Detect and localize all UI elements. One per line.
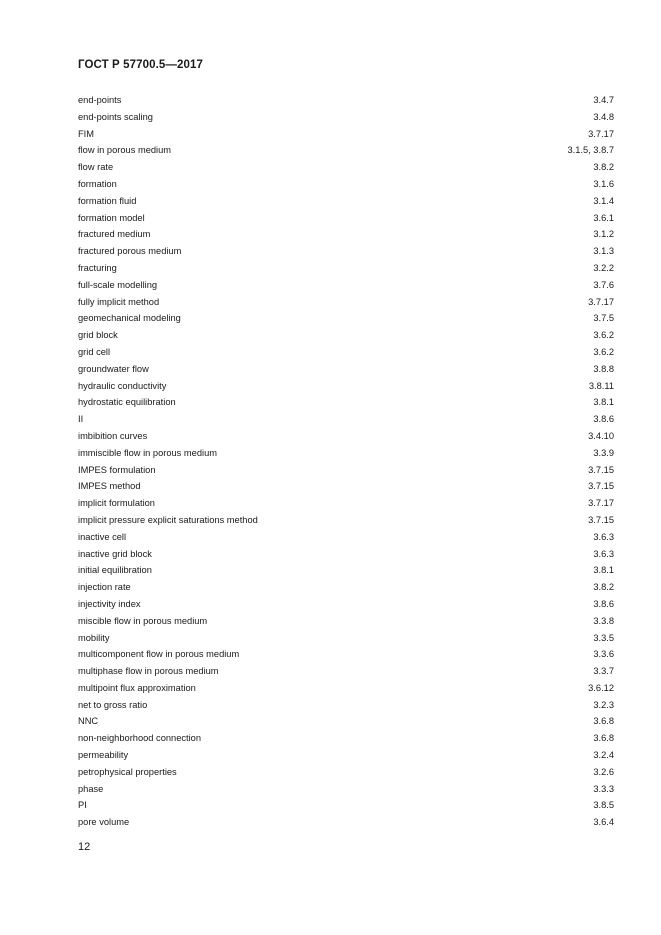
index-reference: 3.3.9	[593, 447, 614, 458]
index-reference: 3.4.10	[588, 430, 614, 441]
index-term: end-points scaling	[78, 111, 153, 122]
index-reference: 3.6.3	[593, 531, 614, 542]
index-reference: 3.8.8	[593, 363, 614, 374]
index-term: flow rate	[78, 162, 114, 173]
index-reference: 3.6.8	[593, 716, 614, 727]
index-reference: 3.8.2	[593, 162, 614, 173]
index-reference: 3.7.17	[588, 128, 614, 139]
index-entry	[78, 361, 614, 378]
index-entry	[78, 546, 614, 563]
index-term: injection rate	[78, 582, 131, 593]
index-reference: 3.3.3	[593, 783, 614, 794]
index-term: IMPES method	[78, 481, 141, 492]
index-term: imbibition curves	[78, 430, 148, 441]
index-reference: 3.7.15	[588, 514, 614, 525]
index-term: grid cell	[78, 346, 111, 357]
index-reference: 3.4.7	[593, 95, 614, 105]
index-term: FIM	[78, 128, 95, 139]
index-entry	[78, 445, 614, 462]
index-entry	[78, 344, 614, 361]
index-entry	[78, 327, 614, 344]
index-term: II	[78, 414, 84, 425]
index-reference: 3.3.5	[593, 632, 614, 643]
index-reference: 3.1.3	[593, 246, 614, 257]
index-term: formation model	[78, 212, 145, 223]
index-reference: 3.7.5	[593, 313, 614, 324]
index-reference: 3.7.15	[588, 464, 614, 475]
index-entry	[78, 294, 614, 311]
index-entry	[78, 613, 614, 630]
index-term: permeability	[78, 750, 129, 761]
index-entry	[78, 176, 614, 193]
index-entry	[78, 630, 614, 647]
index-term: PI	[78, 800, 87, 811]
index-reference: 3.6.2	[593, 330, 614, 341]
index-entry	[78, 243, 614, 260]
index-reference: 3.7.17	[588, 296, 614, 307]
index-term: multicomponent flow in porous medium	[78, 649, 240, 660]
index-term: multiphase flow in porous medium	[78, 666, 219, 677]
index-entry	[78, 310, 614, 327]
index-term: non-neighborhood connection	[78, 733, 202, 744]
index-reference: 3.6.3	[593, 548, 614, 559]
index-reference: 3.7.6	[593, 279, 614, 290]
index-entry	[78, 781, 614, 798]
index-term: flow in porous medium	[78, 145, 172, 156]
alphabetical-index	[78, 92, 614, 831]
index-reference: 3.6.1	[593, 212, 614, 223]
index-term: injectivity index	[78, 598, 141, 609]
index-term: NNC	[78, 716, 99, 727]
index-term: petrophysical properties	[78, 766, 177, 777]
index-term: inactive cell	[78, 531, 127, 542]
index-entry	[78, 512, 614, 529]
document-header: ГОСТ Р 57700.5—2017	[78, 59, 203, 71]
index-reference: 3.1.6	[593, 178, 614, 189]
index-reference: 3.7.15	[588, 481, 614, 492]
index-term: groundwater flow	[78, 363, 149, 374]
index-entry	[78, 126, 614, 143]
index-reference: 3.3.8	[593, 615, 614, 626]
index-entry	[78, 260, 614, 277]
index-term: formation fluid	[78, 195, 137, 206]
index-term: initial equilibration	[78, 565, 152, 576]
index-term: geomechanical modeling	[78, 313, 181, 324]
index-reference: 3.1.5, 3.8.7	[567, 145, 614, 156]
index-entry	[78, 462, 614, 479]
index-reference: 3.8.1	[593, 565, 614, 576]
index-term: fractured porous medium	[78, 246, 182, 257]
index-entry	[78, 478, 614, 495]
index-reference: 3.2.2	[593, 262, 614, 273]
index-reference: 3.8.5	[593, 800, 614, 811]
index-term: immiscible flow in porous medium	[78, 447, 217, 458]
index-entry	[78, 697, 614, 714]
index-reference: 3.8.1	[593, 397, 614, 408]
index-term: hydrostatic equilibration	[78, 397, 176, 408]
index-entry	[78, 680, 614, 697]
index-entry	[78, 562, 614, 579]
index-term: fracturing	[78, 262, 117, 273]
index-term: IMPES formulation	[78, 464, 156, 475]
index-reference: 3.6.2	[593, 346, 614, 357]
index-term: fully implicit method	[78, 296, 160, 307]
index-term: implicit pressure explicit saturations method	[78, 514, 258, 525]
index-entry	[78, 730, 614, 747]
index-entry	[78, 529, 614, 546]
index-entry	[78, 411, 614, 428]
index-term: pore volume	[78, 817, 130, 828]
index-entry	[78, 428, 614, 445]
index-term: formation	[78, 178, 117, 189]
index-entry	[78, 814, 614, 831]
index-entry	[78, 579, 614, 596]
index-reference: 3.3.7	[593, 666, 614, 677]
index-entry	[78, 92, 614, 109]
index-term: inactive grid block	[78, 548, 152, 559]
index-entry	[78, 277, 614, 294]
index-reference: 3.1.4	[593, 195, 614, 206]
index-term: miscible flow in porous medium	[78, 615, 208, 626]
index-reference: 3.8.2	[593, 582, 614, 593]
index-reference: 3.2.3	[593, 699, 614, 710]
index-term: full-scale modelling	[78, 279, 158, 290]
index-entry	[78, 109, 614, 126]
index-term: implicit formulation	[78, 498, 155, 509]
index-entry	[78, 226, 614, 243]
index-reference: 3.4.8	[593, 111, 614, 122]
index-term: mobility	[78, 632, 110, 643]
index-entry	[78, 378, 614, 395]
index-reference: 3.2.4	[593, 750, 614, 761]
index-reference: 3.8.6	[593, 598, 614, 609]
index-reference: 3.8.6	[593, 414, 614, 425]
index-entry	[78, 713, 614, 730]
index-entry	[78, 646, 614, 663]
index-term: phase	[78, 783, 104, 794]
index-term: net to gross ratio	[78, 699, 148, 710]
index-entry	[78, 142, 614, 159]
index-term: end-points	[78, 95, 122, 105]
index-reference: 3.2.6	[593, 766, 614, 777]
index-term: multipoint flux approximation	[78, 682, 196, 693]
index-reference: 3.1.2	[593, 229, 614, 240]
index-term: hydraulic conductivity	[78, 380, 167, 391]
index-entry	[78, 797, 614, 814]
index-term: grid block	[78, 330, 118, 341]
index-entry	[78, 596, 614, 613]
index-reference: 3.7.17	[588, 498, 614, 509]
index-entry	[78, 210, 614, 227]
index-reference: 3.6.12	[588, 682, 614, 693]
index-entry	[78, 663, 614, 680]
index-entry	[78, 747, 614, 764]
index-entry	[78, 495, 614, 512]
index-entry	[78, 394, 614, 411]
index-reference: 3.8.11	[588, 380, 614, 391]
index-reference: 3.6.8	[593, 733, 614, 744]
index-reference: 3.6.4	[593, 817, 614, 828]
index-entry	[78, 193, 614, 210]
index-reference: 3.3.6	[593, 649, 614, 660]
index-term: fractured medium	[78, 229, 151, 240]
index-entry	[78, 764, 614, 781]
index-entry	[78, 159, 614, 176]
page-number: 12	[78, 841, 91, 853]
